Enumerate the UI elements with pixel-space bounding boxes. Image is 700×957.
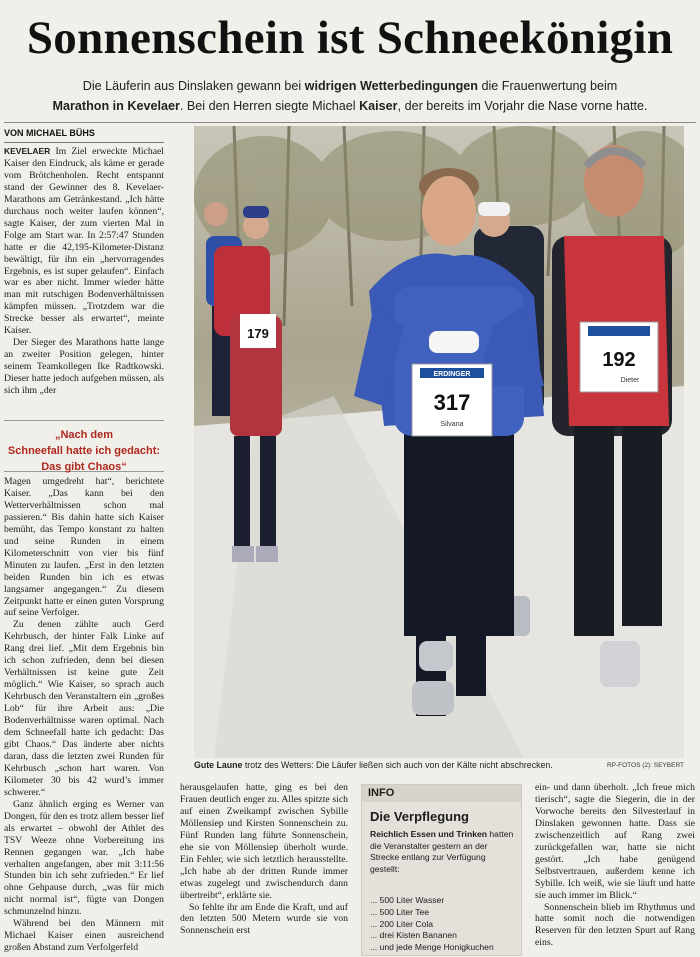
paragraph-text: Im Ziel erweckte Michael Kaiser den Eindruck, als käme er gerade vom Brötchenholen. Recht entspannt stand der Gewinner des 8. Kevelaer-Marathons am Getränkestand. „Ich hätte durchaus noch weiter laufen können“, sagte Kaiser, der zum vierten Mal in Folge am Start war. In 2:57:47 Stunden hatte er die 42,195-Kilometer-Distanz bewältigt, für ihn ein „hervorragendes Ergebnis, es ist super gelaufen“. Einfach war es aber nicht. Immer wieder hätte man mit rutschigen Bodenverhältnissen kämpfen müssen. „Trotzdem war die Strecke besser als erwartet“, meinte Kaiser. — [4, 146, 164, 337]
paragraph: Der Sieger des Marathons hatte lange an zweiter Position gelegen, hinter seinem Teamkollegen Ike Radtkowski. Dieser hatte jedoch aufgeben müssen, als sich ihm „der — [4, 337, 164, 397]
pull-quote-text — [4, 427, 164, 475]
article-column-1-bottom — [4, 476, 164, 954]
bib-name: Silvana — [440, 421, 464, 428]
subline-part: Die Läuferin aus Dinslaken gewann bei — [82, 79, 305, 93]
bib-number: 317 — [433, 390, 471, 415]
paragraph: Magen umgedreht hat“, berichtete Kaiser. „Das kann bei den Wetterverhältnissen schon mal passieren.“ Bis dahin hatte sich Kaiser bemüht, das Tempo konstant zu halten und seine Runden in einem Kilometerschnitt von vier bis fünf Minuten zu laufen. „Erst in den letzten beiden Runden bin ich es etwas langsamer angegangen.“ Zu diesem Zeitpunkt hatte er einen guten Vorsprung auf seine Verfolger. — [4, 476, 164, 619]
paragraph: Zu denen zählte auch Gerd Kehrbusch, der hinter Falk Linke auf Rang drei lief. „Mit dem Ergebnis bin ich schon zufrieden, denn bei diesen Verhältnissen ist keine gute Zeit möglich.“ Wie Kaiser, so sprach auch Kehrbusch den Veranstaltern ein „großes Lob“ für ihre Arbeit aus: „Die Bodenverhältnisse waren optimal. Nach dem Schneefall hatte ich gedacht: Das gibt Chaos.“ Das änderte aber nichts daran, dass die letzten zwei Runden für Kehrbusch „schon hart waren. Von Kilometer 30 bis 42 wurd’s immer schwerer.“ — [4, 619, 164, 798]
pull-quote — [4, 420, 164, 472]
info-lead-text: hatten die Veranstalter gestern an der Strecke entlang zur Verfügung gestellt: — [370, 829, 514, 874]
paragraph: ein- und dann überholt. „Ich freue mich tierisch“, sagte die Siegerin, die in der Vorwoche bereits den Silvesterlauf in Dinslaken gewonnen hatte. Dass sie zwischenzeitlich auf Rang zwei zurückgefallen war, hatte sie nicht gestört. „Ich habe genügend Selbstvertrauen, außerdem kenne ich Sybille. Ich weiß, wie sie läuft und hatte sie auch immer im Blick.“ — [535, 782, 695, 901]
photo-caption — [194, 760, 634, 770]
subline-bold: widrigen Wetterbedingungen — [304, 79, 478, 93]
byline: VON MICHAEL BÜHS — [4, 128, 95, 138]
info-list — [370, 895, 516, 954]
article-column-1-top — [4, 146, 164, 397]
list-item: ... und jede Menge Honigkuchen — [370, 942, 494, 953]
caption-lead: Gute Laune — [194, 760, 243, 770]
info-lead — [370, 829, 516, 875]
sponsor-label: ERDINGER — [433, 371, 471, 378]
article-column-3 — [535, 782, 695, 949]
paragraph: Ganz ähnlich erging es Werner van Dongen, für den es trotz allem besser lief als erwartet – obwohl der Athlet des TSV Weeze ohne Vorbereitung ins Rennen gegangen war. „Ich habe verhalten angefangen, aber mit 3:11:56 Stunden bin ich sehr zufrieden.“ Er lief ohne Gehpause durch, „was für mich nicht normal ist“, fügte van Dongen schmunzelnd hinzu. — [4, 798, 164, 918]
dateline: KEVELAER — [4, 146, 51, 156]
marathon-photo — [194, 126, 684, 758]
paragraph: Sonnenschein blieb im Rhythmus und hatte somit noch die notwendigen Reserven für den letzten Spurt auf Rang eins. — [535, 901, 695, 949]
subheadline — [40, 76, 660, 116]
paragraph: So fehlte ihr am Ende die Kraft, und auf den letzten 500 Metern wurde sie von Sonnenschein erst — [180, 901, 348, 937]
headline: Sonnenschein ist Schneekönigin — [26, 12, 674, 64]
info-title: Die Verpflegung — [370, 809, 469, 824]
info-tag: INFO — [362, 785, 521, 802]
subline-bold: Kaiser — [359, 99, 398, 113]
info-lead-bold: Reichlich Essen und Trinken — [370, 829, 488, 839]
info-box — [361, 784, 522, 956]
subline-part: . Bei den Herren siegte Michael — [179, 99, 360, 113]
quote-line: Das gibt Chaos“ — [41, 461, 127, 473]
bib-number: 192 — [602, 349, 636, 371]
bib-number: 179 — [247, 326, 269, 341]
list-item: ... 500 Liter Wasser — [370, 895, 445, 905]
divider — [4, 122, 696, 123]
bib-name: Dieter — [620, 377, 640, 384]
subline-part: die Frauenwertung beim — [477, 79, 618, 93]
list-item: ... 200 Liter Cola — [370, 918, 434, 929]
subline-part: , der bereits im Vorjahr die Nase vorne hatte. — [397, 99, 648, 113]
divider — [4, 142, 164, 143]
photo-credit: RP-FOTOS (2): SEYBERT — [606, 762, 684, 769]
quote-line: Schneefall hatte ich gedacht: — [7, 445, 161, 457]
list-item: ... 500 Liter Tee — [370, 906, 430, 917]
paragraph: Während bei den Männern mit Michael Kaiser einen ausreichend großen Abstand zum Verfolgerfeld — [4, 918, 164, 954]
subline-bold: Marathon in Kevelaer — [52, 99, 180, 113]
quote-line: „Nach dem — [54, 429, 114, 441]
article-column-2 — [180, 782, 348, 937]
paragraph — [4, 146, 164, 337]
caption-text: trotz des Wetters: Die Läufer ließen sich auch von der Kälte nicht abschrecken. — [242, 760, 553, 770]
list-item: ... drei Kisten Bananen — [370, 930, 457, 941]
paragraph: herausgelaufen hatte, ging es bei den Frauen deutlich enger zu. Alles spitzte sich auf einen Zweikampf zwischen Sybille Möllensiep und Kirsten Sonnenschein zu. Fünf Runden lang führte Sonnenschein, ehe sie von Möllensiep überholt wurde. Ein Fehler, wie sich letztlich herausstellte. „Ich habe ab der dritten Runde immer etwas zugelegt und zwischendurch dann übertreibt“, erklärte sie. — [180, 782, 348, 901]
